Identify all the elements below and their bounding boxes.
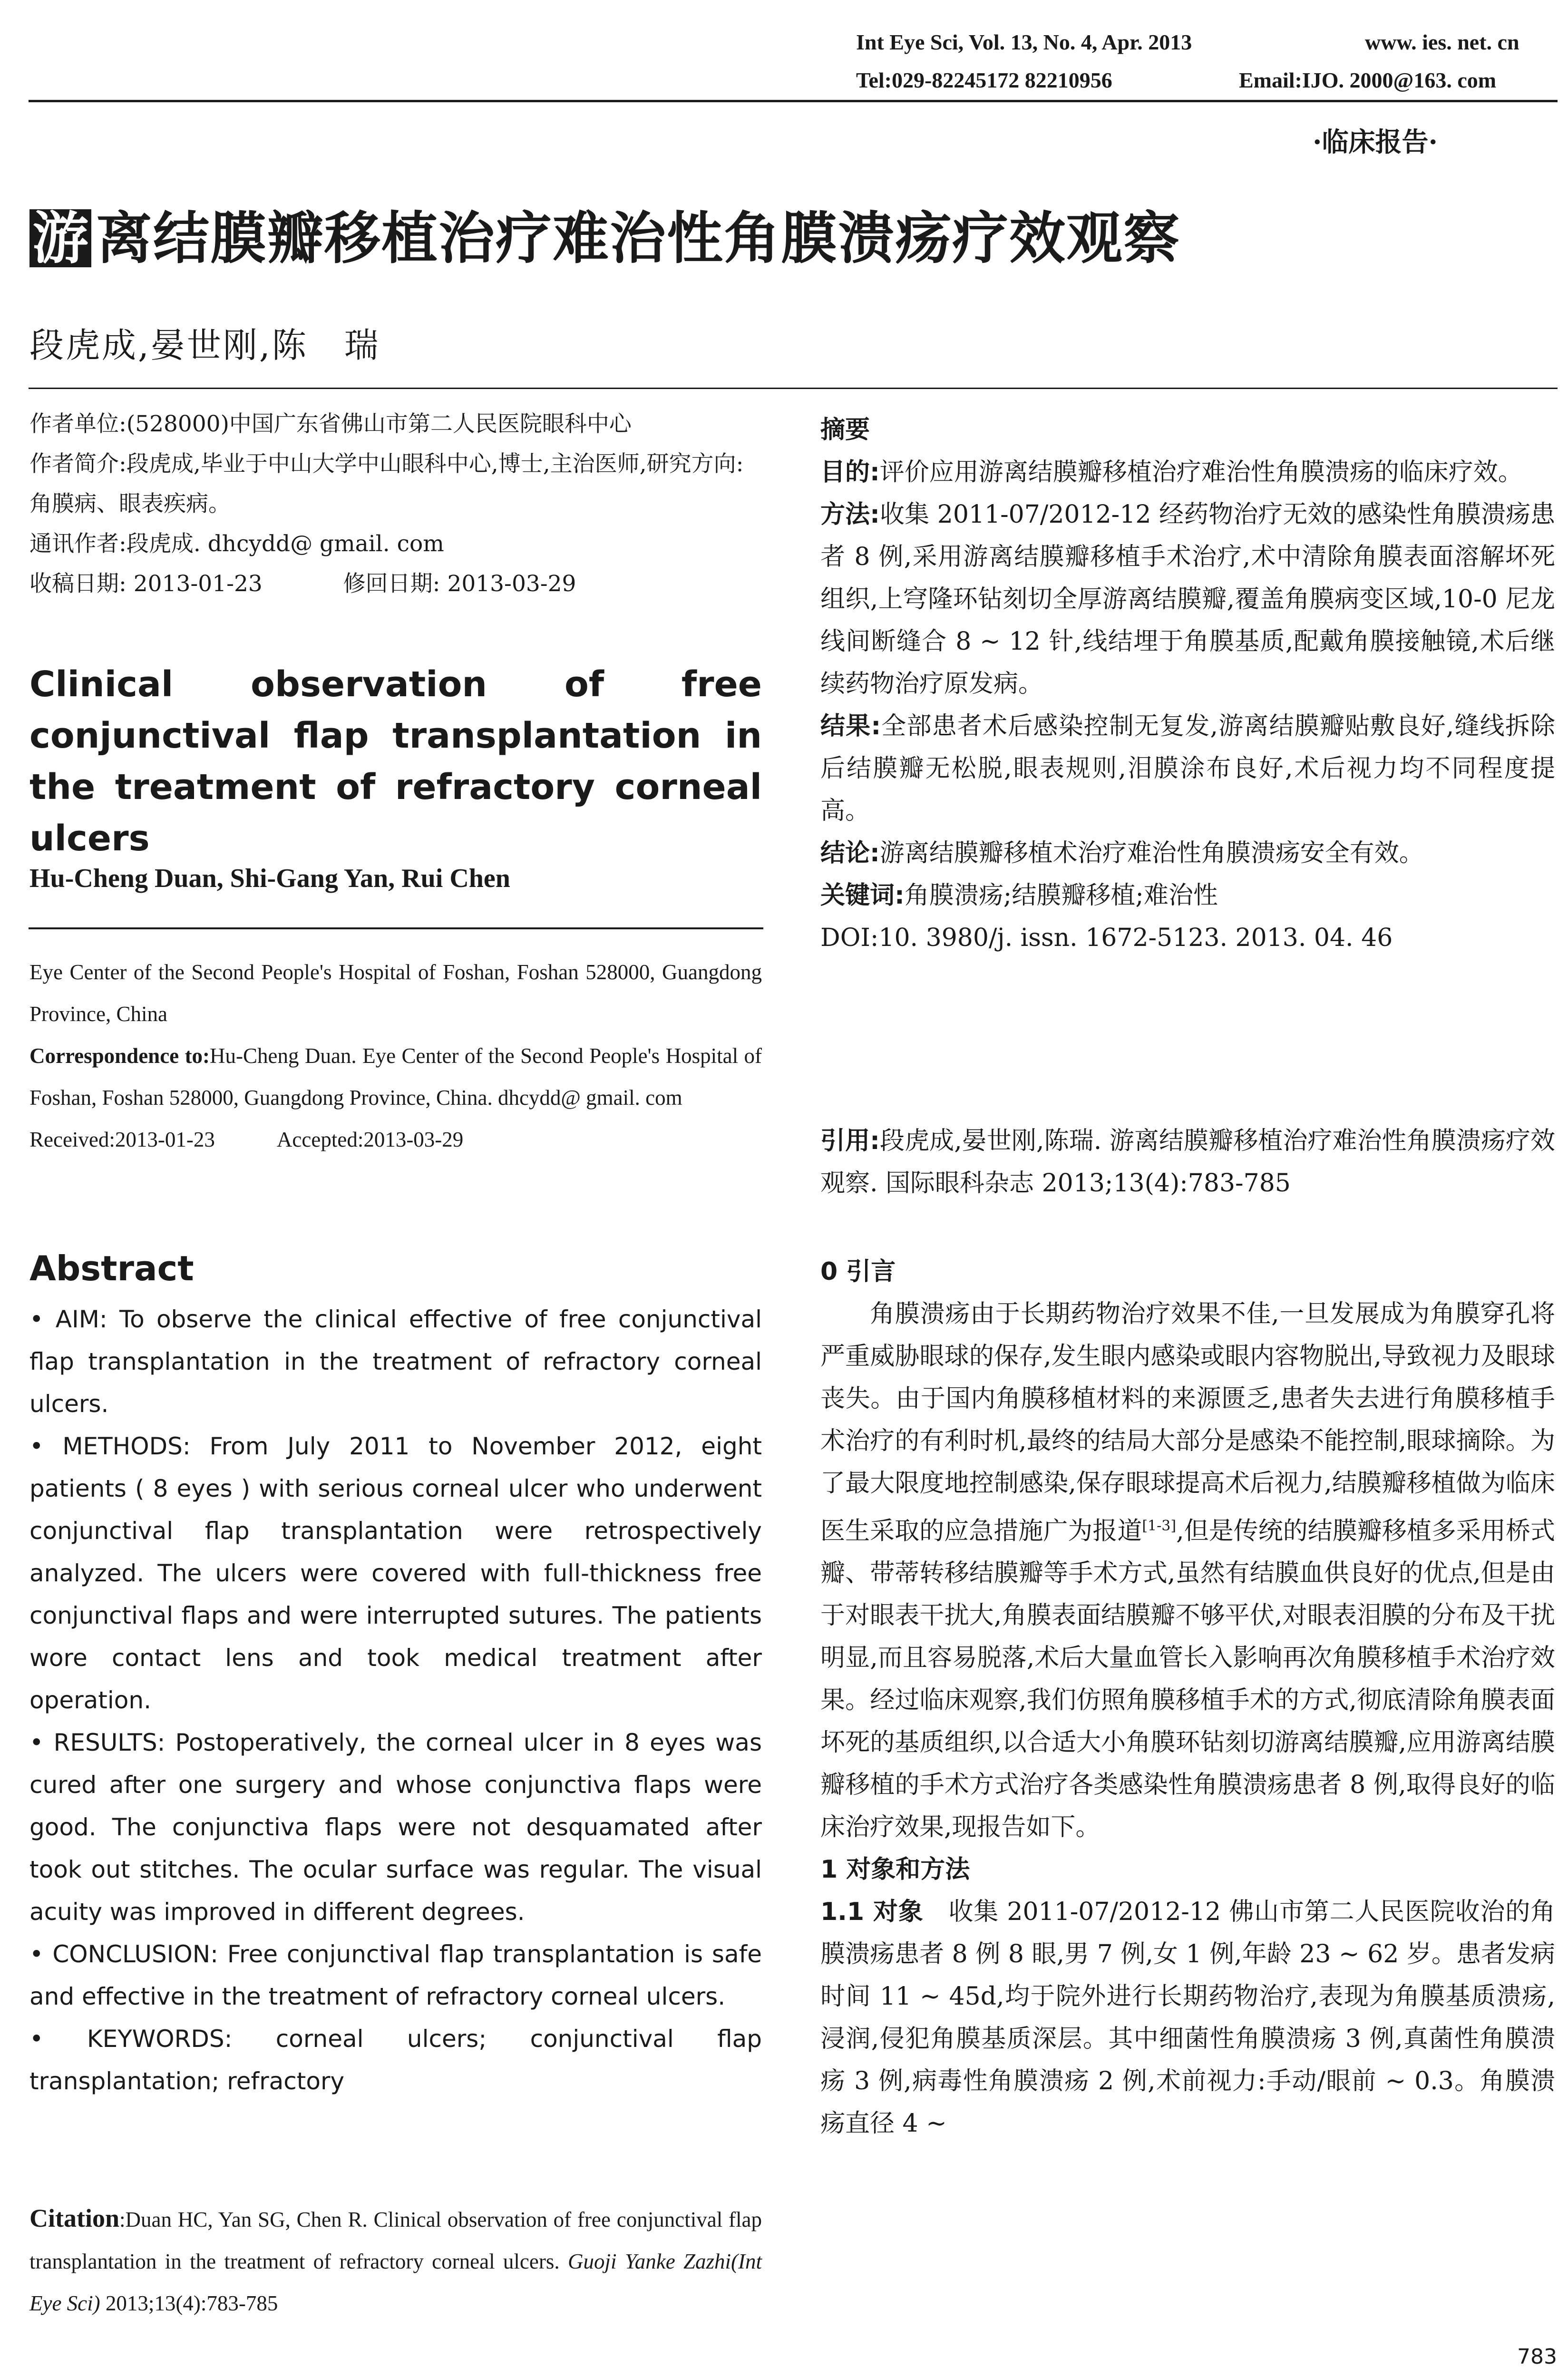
en-accepted: Accepted:2013-03-29: [276, 1128, 464, 1151]
abstract-aim: • AIM: To observe the clinical effective of free conjunctival flap transplantation in the treatment of refractory corneal ulcers.: [29, 1305, 762, 1418]
section-tag: ·临床报告·: [1313, 127, 1438, 158]
subjects-paragraph: 1.1 对象 收集 2011-07/2012-12 佛山市第二人民医院收治的角膜溃疡患者 8 例 8 眼,男 7 例,女 1 例,年龄 23 ~ 62 岁。患者发病时间 11 ~ 45d,均于院外进行长期药物治疗,表现为角膜基质溃疡,浸润,侵犯角膜基质深层。其中细菌性角膜溃疡 3 例,真菌性角膜溃疡 3 例,病毒性角膜溃疡 2 例,术前视力:手动/眼前 ~ 0.3。角膜溃疡直径 4 ~: [820, 1898, 1555, 2138]
cn-results: [820, 705, 1555, 832]
english-title: Clinical observation of free conjunctival flap transplantation in the treatment of refractory corneal ulcers: [29, 664, 762, 859]
revised-date: 修回日期: 2013-03-29: [343, 571, 576, 597]
corresponding-author: 通讯作者:段虎成. dhcydd@ gmail. com: [29, 531, 444, 557]
cn-conclusion-label: 结论:: [820, 839, 880, 867]
citation-tail: 2013;13(4):783-785: [100, 2291, 278, 2315]
abstract-conclusion: • CONCLUSION: Free conjunctival flap transplantation is safe and effective in the treatment of refractory corneal ulcers.: [29, 1940, 762, 2010]
abstract-heading: Abstract: [29, 1248, 194, 1288]
title-text: 离结膜瓣移植治疗难治性角膜溃疡疗效观察: [96, 205, 1181, 271]
cn-aim: [820, 451, 1555, 494]
article-title: [29, 205, 1181, 271]
citation-journal: Guoji Yanke Zazhi(Int Eye Sci): [29, 2250, 762, 2315]
cn-keywords: [820, 875, 1555, 917]
en-received: Received:2013-01-23: [29, 1128, 215, 1151]
cn-conclusion: [820, 832, 1555, 875]
affiliation: Eye Center of the Second People's Hospital of Foshan, Foshan 528000, Guangdong Province, China: [29, 960, 762, 1026]
journal-website: www. ies. net. cn: [1365, 30, 1519, 54]
authors-rule: [29, 927, 763, 929]
correspondence-text: Hu-Cheng Duan. Eye Center of the Second People's Hospital of Foshan, Foshan 528000, Guangdong Province, China. dhcydd@ gmail. com: [29, 1044, 762, 1110]
cn-conclusion-text: 游离结膜瓣移植术治疗难治性角膜溃疡安全有效。: [879, 839, 1424, 867]
methods-heading: 1 对象和方法: [820, 1855, 970, 1884]
dates-row: [29, 564, 762, 604]
abstract-keywords: • KEYWORDS: corneal ulcers; conjunctival flap transplantation; refractory: [29, 2025, 762, 2095]
authors-cn: 段虎成,晏世刚,陈 瑞: [29, 325, 380, 365]
journal-line: Int Eye Sci, Vol. 13, No. 4, Apr. 2013: [856, 30, 1192, 54]
email-line: Email:IJO. 2000@163. com: [1239, 68, 1497, 92]
cn-results-label: 结果:: [820, 712, 881, 740]
cn-keywords-text: 角膜溃疡;结膜瓣移植;难治性: [904, 881, 1218, 910]
citation-text: :Duan HC, Yan SG, Chen R. Clinical observation of free conjunctival flap transplantation in the treatment of refractory corneal ulcers.: [29, 2208, 762, 2273]
cn-aim-text: 评价应用游离结膜瓣移植治疗难治性角膜溃疡的临床疗效。: [879, 458, 1523, 487]
cn-abstract-heading: 摘要: [820, 416, 870, 444]
cn-methods-text: 收集 2011-07/2012-12 经药物治疗无效的感染性角膜溃疡患者 8 例,采用游离结膜瓣移植手术治疗,术中清除角膜表面溶解坏死组织,上穹隆环钻刻切全厚游离结膜瓣,覆盖角膜病变区域,10-0 尼龙线间断缝合 8 ~ 12 针,线结埋于角膜基质,配戴角膜接触镜,术后继续药物治疗原发病。: [820, 500, 1556, 698]
cn-methods: [820, 494, 1555, 705]
author-info: [29, 404, 762, 604]
citation-label: Citation: [29, 2204, 119, 2232]
author-bio: 作者简介:段虎成,毕业于中山大学中山眼科中心,博士,主治医师,研究方向:角膜病、眼表疾病。: [29, 451, 744, 517]
english-abstract: [29, 1298, 762, 2103]
page-number: 783: [1517, 2345, 1557, 2369]
intro-paragraph: 角膜溃疡由于长期药物治疗效果不佳,一旦发展成为角膜穿孔将严重威胁眼球的保存,发生眼内感染或眼内容物脱出,导致视力及眼球丧失。由于国内角膜移植材料的来源匮乏,患者失去进行角膜移植手术治疗的有利时机,最终的结局大部分是感染不能控制,眼球摘除。为了最大限度地控制感染,保存眼球提高术后视力,结膜瓣移植做为临床医生采取的应急措施广为报道[1-3],但是传统的结膜瓣移植多采用桥式瓣、带蒂转移结膜瓣等手术方式,虽然有结膜血供良好的优点,但是由于对眼表干扰大,角膜表面结膜瓣不够平伏,对眼表泪膜的分布及干扰明显,而且容易脱落,术后大量血管长入影响再次角膜移植手术治疗效果。经过临床观察,我们仿照角膜移植手术的方式,彻底清除角膜表面坏死的基质组织,以合适大小角膜环钻刻切游离结膜瓣,应用游离结膜瓣移植的手术方式治疗各类感染性角膜溃疡患者 8 例,取得良好的临床治疗效果,现报告如下。: [820, 1300, 1555, 1842]
english-citation: [29, 2197, 762, 2324]
en-dates: [29, 1119, 762, 1160]
intro-heading: 0 引言: [820, 1257, 896, 1286]
cn-cite-text: 段虎成,晏世刚,陈瑞. 游离结膜瓣移植治疗难治性角膜溃疡疗效观察. 国际眼科杂志 2013;13(4):783-785: [820, 1127, 1555, 1198]
article-body: [820, 1251, 1555, 2145]
author-unit: 作者单位:(528000)中国广东省佛山市第二人民医院眼科中心: [29, 411, 632, 437]
received-date: 收稿日期: 2013-01-23: [29, 571, 263, 597]
chinese-abstract: [820, 409, 1555, 959]
correspondence-label: Correspondence to:: [29, 1044, 210, 1068]
english-authors: Hu-Cheng Duan, Shi-Gang Yan, Rui Chen: [29, 864, 510, 893]
cn-doi: DOI:10. 3980/j. issn. 1672-5123. 2013. 04. 46: [820, 924, 1393, 952]
chinese-citation: [820, 1120, 1555, 1205]
cn-results-text: 全部患者术后感染控制无复发,游离结膜瓣贴敷良好,缝线拆除后结膜瓣无松脱,眼表规则,泪膜涂布良好,术后视力均不同程度提高。: [820, 712, 1555, 825]
abstract-methods: • METHODS: From July 2011 to November 2012, eight patients ( 8 eyes ) with serious corneal ulcer who underwent conjunctival flap transplantation were retrospectively analyzed. The ulcers were covered with full-thickness free conjunctival flaps and were interrupted sutures. The patients wore contact lens and took medical treatment after operation.: [29, 1432, 762, 1714]
cn-aim-label: 目的:: [820, 458, 880, 487]
correspondence: [29, 1035, 762, 1119]
title-dropcap: 游: [29, 209, 91, 267]
header-rule: [29, 100, 1558, 102]
reference-mark: [1-3]: [1142, 1518, 1177, 1534]
english-affiliation-block: [29, 951, 762, 1160]
cn-cite-label: 引用:: [820, 1127, 880, 1155]
title-rule: [29, 388, 1558, 389]
subjects-label: 1.1 对象: [820, 1898, 924, 1927]
cn-methods-label: 方法:: [820, 500, 880, 529]
abstract-results: • RESULTS: Postoperatively, the corneal ulcer in 8 eyes was cured after one surgery and whose conjunctiva flaps were good. The conjunctiva flaps were not desquamated after took out stitches. The ocular surface was regular. The visual acuity was improved in different degrees.: [29, 1729, 762, 1926]
cn-keywords-label: 关键词:: [820, 881, 905, 910]
tel-line: Tel:029-82245172 82210956: [856, 68, 1112, 92]
